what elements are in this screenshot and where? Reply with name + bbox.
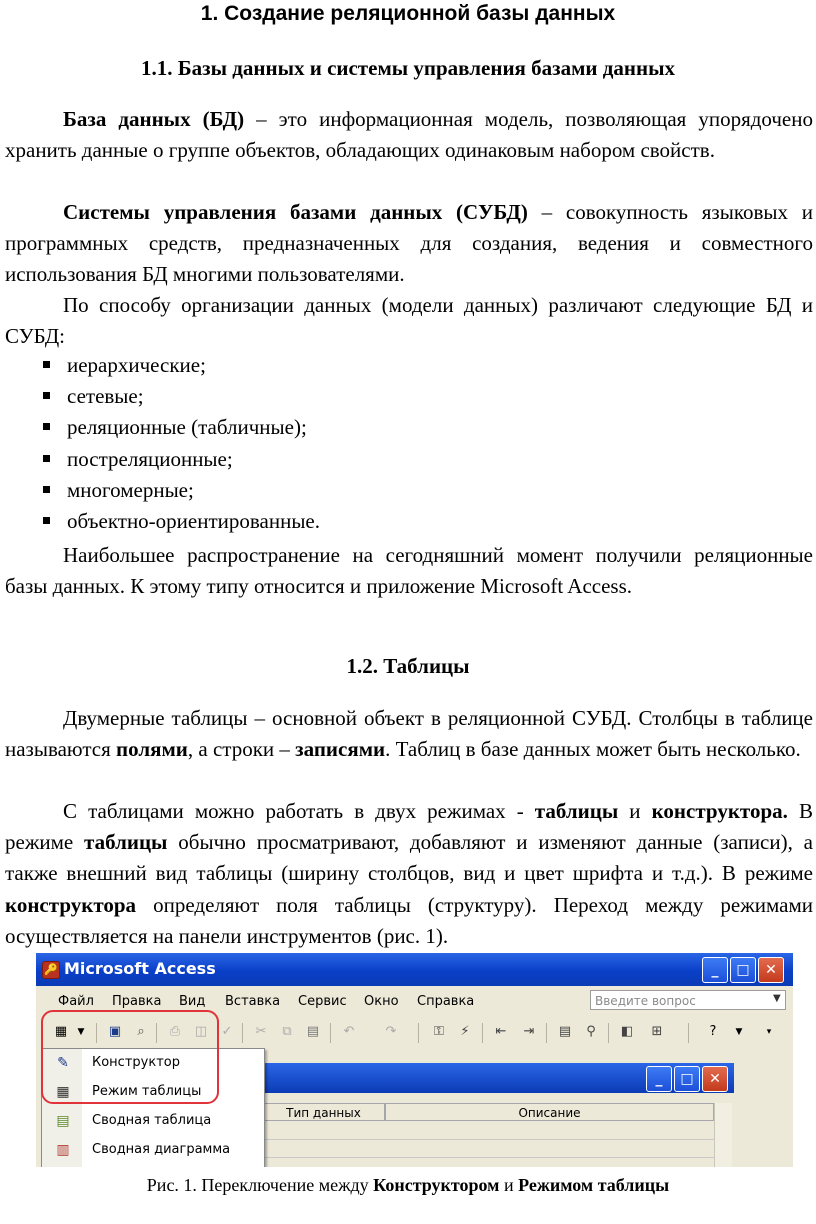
build-icon[interactable]: ⚡ bbox=[460, 1024, 470, 1039]
text-run: В режиме bbox=[5, 799, 813, 855]
list-item: объектно-ориентированные. bbox=[40, 506, 320, 537]
grid-header-type[interactable]: Тип данных bbox=[262, 1103, 385, 1121]
menu-help[interactable]: Справка bbox=[417, 994, 475, 1009]
title-bar bbox=[36, 953, 793, 986]
term-design-mode: конструктора. bbox=[651, 799, 788, 823]
insert-row-icon[interactable]: ⇤ bbox=[495, 1024, 507, 1039]
document-title: 1. Создание реляционной базы данных bbox=[200, 2, 616, 25]
list-item: многомерные; bbox=[40, 475, 320, 506]
text-run: обычно просматривают, добавляют и изменяют данные (записи), а также внешний вид таблицы (ширину столбцов, вид и цвет шрифта и т.д.). В режиме bbox=[5, 830, 813, 886]
key-icon[interactable]: ⚿ bbox=[434, 1024, 444, 1039]
save-icon[interactable]: ▣ bbox=[108, 1024, 122, 1039]
help-icon[interactable]: ? bbox=[709, 1024, 717, 1039]
search-icon[interactable]: ⌕ bbox=[137, 1024, 145, 1039]
list-item: иерархические; bbox=[40, 350, 320, 381]
menu-item-pivot-chart[interactable] bbox=[42, 1136, 264, 1165]
text-run: . Таблиц в базе данных может быть несколько. bbox=[385, 737, 801, 762]
chevron-down-icon[interactable]: ▼ bbox=[735, 1027, 743, 1037]
term-table-mode: таблицы bbox=[534, 799, 619, 823]
menu-window[interactable]: Окно bbox=[364, 994, 399, 1009]
toolbar-separator bbox=[242, 1023, 243, 1043]
toolbar-separator bbox=[330, 1023, 331, 1043]
menu-item-label: Режим таблицы bbox=[92, 1084, 202, 1099]
indexes-icon[interactable]: ⚲ bbox=[586, 1024, 596, 1039]
pivot-chart-icon: ▥ bbox=[56, 1142, 70, 1158]
paragraph-dbms-definition bbox=[5, 197, 813, 291]
cut-icon[interactable]: ✂ bbox=[255, 1024, 267, 1039]
table-window-title-bar bbox=[262, 1063, 734, 1093]
menu-view[interactable]: Вид bbox=[179, 994, 206, 1009]
scrollbar[interactable] bbox=[714, 1103, 732, 1167]
paragraph-modes bbox=[5, 796, 813, 952]
text-run: Конструктором bbox=[373, 1175, 500, 1195]
paragraph-text: – совокупность языковых и программных средств, предназначенных для создания, ведения и совместного использования БД многими пользователями. bbox=[5, 200, 813, 287]
menu-item-label: Конструктор bbox=[92, 1055, 180, 1070]
undo-icon[interactable]: ↶ bbox=[343, 1024, 355, 1039]
menu-tools[interactable]: Сервис bbox=[298, 994, 347, 1009]
figure-caption bbox=[0, 1175, 816, 1196]
list-item: постреляционные; bbox=[40, 444, 320, 475]
paragraph-relational: Наибольшее распространение на сегодняшний момент получили реляционные базы данных. К этому типу относится и приложение Microsoft Access. bbox=[5, 543, 813, 599]
app-title: Microsoft Access bbox=[64, 959, 216, 978]
text-run: С таблицами можно работать в двух режимах - bbox=[63, 799, 535, 823]
view-icon[interactable]: ▦ bbox=[54, 1024, 68, 1039]
list-item: реляционные (табличные); bbox=[40, 412, 320, 443]
access-screenshot bbox=[36, 953, 793, 1167]
close-button[interactable]: ✕ bbox=[702, 1066, 728, 1092]
preview-icon[interactable]: ◫ bbox=[194, 1024, 208, 1039]
menu-edit[interactable]: Правка bbox=[112, 994, 162, 1009]
term-fields: полями bbox=[116, 737, 188, 762]
table-row[interactable] bbox=[262, 1157, 730, 1167]
toolbar-separator bbox=[546, 1023, 547, 1043]
menu-item-pivot-table[interactable] bbox=[42, 1107, 264, 1136]
models-list bbox=[40, 350, 320, 537]
paragraph-db-definition bbox=[5, 104, 813, 166]
term-design-mode: конструктора bbox=[5, 892, 137, 917]
pivot-table-icon: ▤ bbox=[56, 1113, 70, 1129]
grid-header-description[interactable]: Описание bbox=[385, 1103, 714, 1121]
menu-insert[interactable]: Вставка bbox=[225, 994, 281, 1009]
print-icon[interactable]: ⎙ bbox=[169, 1024, 181, 1039]
chevron-down-icon[interactable]: ▼ bbox=[773, 993, 781, 1004]
section-heading-1-1: 1.1. Базы данных и системы управления базами данных bbox=[141, 56, 675, 80]
term-table-mode: таблицы bbox=[84, 830, 168, 855]
menu-file[interactable]: Файл bbox=[58, 994, 94, 1009]
term-records: записями bbox=[295, 737, 386, 762]
database-window-icon[interactable]: ◧ bbox=[620, 1024, 634, 1039]
datasheet-view-icon: ▦ bbox=[56, 1084, 70, 1100]
new-object-icon[interactable]: ⊞ bbox=[651, 1024, 663, 1039]
paragraph-models-intro: По способу организации данных (модели данных) различают следующие БД и СУБД: bbox=[5, 293, 813, 349]
text-run: , а строки – bbox=[187, 737, 296, 762]
section-heading-1-2: 1.2. Таблицы bbox=[346, 654, 470, 678]
toolbar-separator bbox=[608, 1023, 609, 1043]
spelling-icon[interactable]: ✓ bbox=[221, 1024, 233, 1039]
term-dbms: Системы управления базами данных (СУБД) bbox=[63, 200, 528, 224]
text-run: Рис. 1. Переключение между bbox=[146, 1175, 374, 1195]
table-row[interactable] bbox=[262, 1139, 730, 1158]
text-run: Режимом таблицы bbox=[518, 1175, 670, 1195]
text-run: и bbox=[618, 799, 652, 823]
chevron-down-icon[interactable]: ▾ bbox=[766, 1027, 772, 1037]
toolbar-separator bbox=[482, 1023, 483, 1043]
table-row[interactable] bbox=[262, 1121, 730, 1140]
menu-item-label: Сводная диаграмма bbox=[92, 1142, 231, 1157]
term-db: База данных (БД) bbox=[63, 107, 245, 131]
properties-icon[interactable]: ▤ bbox=[558, 1024, 572, 1039]
delete-row-icon[interactable]: ⇥ bbox=[523, 1024, 535, 1039]
menu-item-label: Сводная таблица bbox=[92, 1113, 212, 1128]
list-item: сетевые; bbox=[40, 381, 320, 412]
minimize-button[interactable]: _ bbox=[702, 957, 728, 983]
minimize-button[interactable]: _ bbox=[646, 1066, 672, 1092]
access-key-icon: 🔑 bbox=[42, 961, 60, 979]
text-run: определяют поля таблицы (структуру). Переход между режимами осуществляется на панели инструментов (рис. 1). bbox=[5, 892, 813, 948]
maximize-button[interactable]: □ bbox=[730, 957, 756, 983]
toolbar-separator bbox=[418, 1023, 419, 1043]
text-run: и bbox=[499, 1175, 519, 1195]
text-run: Двумерные таблицы – основной объект в реляционной СУБД. Столбцы в таблице называются bbox=[5, 706, 813, 762]
ask-question-input[interactable]: Введите вопрос bbox=[590, 990, 786, 1010]
copy-icon[interactable]: ⧉ bbox=[282, 1024, 292, 1039]
design-view-icon: ✎ bbox=[57, 1055, 69, 1071]
toolbar-separator bbox=[688, 1023, 689, 1043]
chevron-down-icon[interactable]: ▼ bbox=[77, 1027, 85, 1037]
paragraph-tables bbox=[5, 703, 813, 765]
paste-icon[interactable]: ▤ bbox=[306, 1024, 320, 1039]
redo-icon[interactable]: ↷ bbox=[385, 1024, 397, 1039]
close-button[interactable]: ✕ bbox=[758, 957, 784, 983]
paragraph-text: – это информационная модель, позволяющая упорядочено хранить данные о группе объектов, обладающих одинаковым набором свойств. bbox=[5, 107, 813, 163]
maximize-button[interactable]: □ bbox=[674, 1066, 700, 1092]
red-highlight-outline bbox=[41, 1010, 219, 1104]
